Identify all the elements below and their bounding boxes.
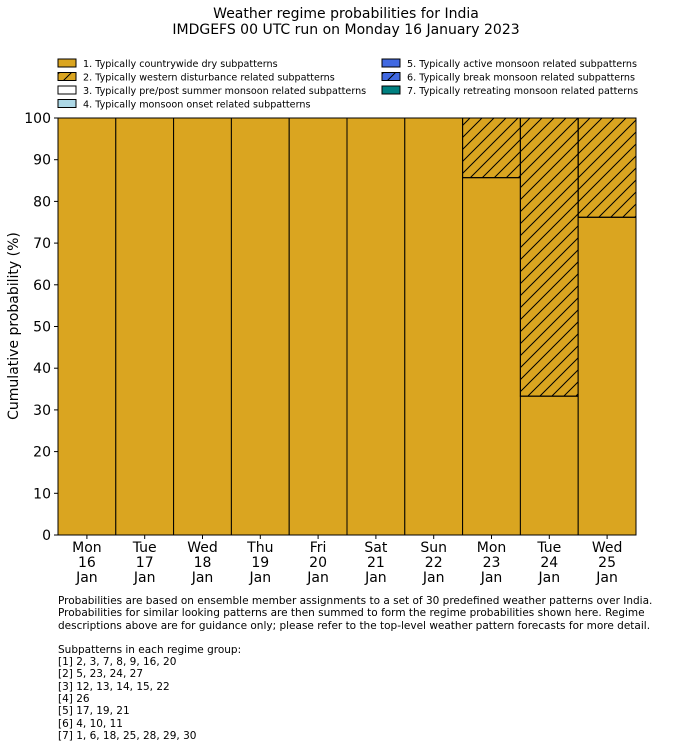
notes-line-1: Probabilities are based on ensemble member assignments to a set of 30 predefined weather patterns over India. [58, 595, 653, 607]
x-tick-label-5-line-3: Jan [307, 570, 329, 586]
notes-line-2: Probabilities for similar looking patterns are then summed to form the regime probabilities shown here. Regime [58, 607, 645, 620]
y-tick-label-6: 60 [33, 277, 51, 294]
x-tick-label-8-line-2: 23 [482, 555, 501, 571]
x-tick-label-7-line-1: Sun [420, 540, 448, 556]
bar-5-series-1 [289, 118, 347, 535]
x-tick-label-2-line-2: 17 [135, 555, 154, 571]
y-tick-label-9: 90 [33, 152, 51, 169]
x-tick-label-3-line-1: Wed [187, 540, 218, 556]
group-line-1: [1] 2, 3, 7, 8, 9, 16, 20 [58, 656, 177, 669]
groups-heading: Subpatterns in each regime group: [58, 643, 242, 656]
x-tick-label-10-line-1: Wed [591, 540, 623, 556]
bar-9-series-1 [520, 396, 578, 535]
legend-label-6: 6. Typically break monsoon related subpatterns [407, 72, 635, 84]
bar-10-series-1 [578, 217, 636, 535]
group-line-2: [2] 5, 23, 24, 27 [58, 668, 143, 681]
y-tick-label-8: 80 [33, 194, 51, 211]
x-tick-label-5-line-2: 20 [309, 555, 328, 571]
y-axis-label: Cumulative probability (%) [6, 232, 22, 420]
x-tick-label-6-line-2: 21 [366, 555, 385, 571]
x-tick-label-8-line-1: Mon [476, 540, 507, 556]
legend-swatch-7 [382, 86, 400, 94]
legend-label-4: 4. Typically monsoon onset related subpatterns [83, 99, 311, 111]
bar-6-series-1 [347, 118, 405, 535]
y-tick-label-3: 30 [33, 402, 51, 419]
x-tick-label-4-line-3: Jan [249, 570, 272, 586]
group-line-5: [5] 17, 19, 21 [58, 705, 130, 718]
legend-label-3: 3. Typically pre/post summer monsoon related subpatterns [83, 86, 367, 97]
x-tick-label-10-line-3: Jan [596, 570, 618, 586]
x-tick-label-6-line-3: Jan [365, 570, 387, 586]
legend-label-7: 7. Typically retreating monsoon related patterns [407, 86, 639, 97]
legend-swatch-5 [382, 59, 400, 67]
x-tick-label-9-line-2: 24 [540, 555, 559, 571]
x-tick-label-1-line-1: Mon [72, 540, 102, 556]
chart-subtitle: IMDGEFS 00 UTC run on Monday 16 January 2023 [172, 22, 520, 38]
group-line-3: [3] 12, 13, 14, 15, 22 [58, 680, 170, 693]
x-tick-label-2-line-1: Tue [132, 540, 157, 556]
x-tick-label-4-line-2: 19 [251, 555, 270, 571]
bar-hatch-9-series-2 [520, 118, 578, 396]
group-line-4: [4] 26 [58, 693, 90, 706]
bar-hatch-8-series-2 [463, 118, 521, 178]
x-tick-label-4-line-1: Thu [247, 540, 274, 556]
legend-swatch-3 [58, 86, 76, 94]
legend [58, 59, 638, 111]
legend-swatch-hatch-6 [382, 73, 400, 81]
legend-swatch-hatch-2 [58, 73, 76, 81]
x-tick-label-6-line-1: Sat [364, 540, 388, 556]
y-tick-label-0: 0 [42, 528, 51, 544]
y-tick-label-5: 50 [33, 319, 51, 336]
bar-1-series-1 [58, 118, 116, 535]
bar-7-series-1 [405, 118, 463, 535]
bars-group [58, 118, 636, 535]
group-line-6: [6] 4, 10, 11 [58, 717, 123, 730]
bar-4-series-1 [231, 118, 289, 535]
y-tick-label-1: 10 [33, 486, 51, 503]
x-tick-label-1-line-3: Jan [76, 570, 98, 586]
x-tick-label-10-line-2: 25 [598, 555, 617, 571]
chart-title: Weather regime probabilities for India [213, 6, 479, 22]
y-tick-label-10: 100 [24, 111, 51, 127]
legend-label-5: 5. Typically active monsoon related subpatterns [407, 59, 637, 70]
x-tick-label-1-line-2: 16 [77, 555, 96, 571]
x-tick-label-5-line-1: Fri [309, 540, 327, 556]
notes-block [58, 595, 678, 742]
group-line-7: [7] 1, 6, 18, 25, 28, 29, 30 [58, 729, 197, 742]
y-tick-label-2: 20 [33, 444, 51, 461]
x-tick-label-3-line-2: 18 [193, 555, 212, 571]
y-tick-label-4: 40 [33, 361, 51, 378]
bar-hatch-10-series-2 [578, 118, 636, 217]
y-tick-label-7: 70 [33, 236, 51, 253]
x-tick-label-8-line-3: Jan [480, 570, 503, 586]
x-tick-label-7-line-2: 22 [424, 555, 443, 571]
legend-swatch-4 [58, 100, 76, 108]
legend-label-2: 2. Typically western disturbance related subpatterns [83, 72, 335, 84]
bar-2-series-1 [116, 118, 174, 535]
bar-8-series-1 [463, 178, 521, 535]
x-tick-label-9-line-1: Tue [537, 540, 562, 556]
x-tick-label-7-line-3: Jan [422, 570, 445, 586]
notes-line-3: descriptions above are for guidance only; please refer to the top-level weather pattern forecasts for more detail. [58, 619, 651, 632]
bar-3-series-1 [174, 118, 232, 535]
x-tick-label-2-line-3: Jan [133, 570, 156, 586]
x-tick-label-3-line-3: Jan [191, 570, 214, 586]
legend-label-1: 1. Typically countrywide dry subpatterns [83, 59, 278, 70]
x-tick-label-9-line-3: Jan [538, 570, 561, 586]
legend-swatch-1 [58, 59, 76, 67]
